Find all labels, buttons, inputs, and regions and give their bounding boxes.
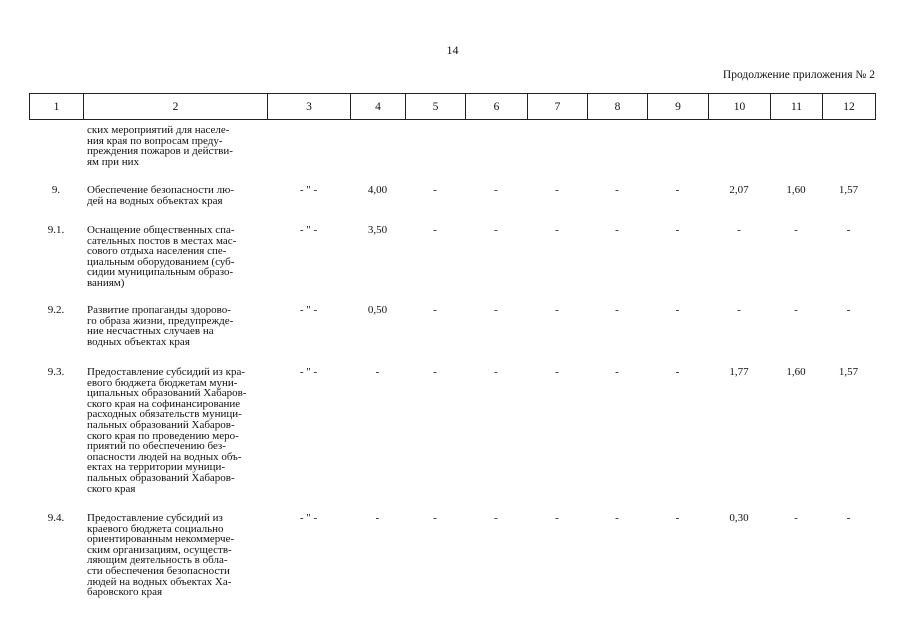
value-cell-col-4: 3,50 xyxy=(367,224,388,236)
value-cell-col-9: - xyxy=(675,224,680,236)
value-cell-col-5: - xyxy=(433,366,437,378)
row-number: 9.4. xyxy=(47,512,65,524)
column-header-table xyxy=(29,93,876,120)
row-description: Предоставление субсидий из кра- евого бюджета бюджетам муни- ципальных образований Хабаров- ского края на софинансирование расходных обязательств муници- пальных образований Хабаров- ского края по проведению меро- приятий по обеспечению без- опасности людей на водных объ- ектах на территории муници- пальных образований Хабаров- ского края xyxy=(87,366,247,495)
column-header: 4 xyxy=(351,94,406,120)
row-description: Оснащение общественных спа- сательных постов в местах мас- сового отдыха населения спе- циальным оборудованием (суб- сидии муниципальным образо- ваниям) xyxy=(87,224,237,289)
column-header: 8 xyxy=(588,94,648,120)
value-cell-col-5: - xyxy=(433,512,437,524)
value-cell-col-3: - " - xyxy=(299,184,318,196)
value-cell-col-11: - xyxy=(794,224,798,236)
value-cell-col-12: 1,57 xyxy=(838,184,859,196)
value-cell-col-9: - xyxy=(675,184,680,196)
value-cell-col-9: - xyxy=(675,512,680,524)
value-cell-col-10: 0,30 xyxy=(729,512,749,524)
row-description: Предоставление субсидий из краевого бюджета социально ориентированным некоммерче- ским организациям, осуществ- ляющим деятельность в обла- сти обеспечения безопасности людей на водных объектах Ха- баровского края xyxy=(87,512,235,599)
value-cell-col-8: - xyxy=(615,224,619,236)
value-cell-col-8: - xyxy=(615,184,619,196)
value-cell-col-4: - xyxy=(375,366,380,378)
value-cell-col-3: - " - xyxy=(299,366,318,378)
column-header: 11 xyxy=(771,94,823,120)
value-cell-col-6: - xyxy=(494,304,498,316)
column-header: 10 xyxy=(709,94,771,120)
value-cell-col-10: - xyxy=(737,304,741,316)
column-header: 5 xyxy=(406,94,466,120)
row-number: 9. xyxy=(51,184,61,196)
page-number: 14 xyxy=(446,43,459,57)
value-cell-col-6: - xyxy=(494,512,498,524)
value-cell-col-7: - xyxy=(555,366,559,378)
value-cell-col-11: 1,60 xyxy=(786,184,806,196)
value-cell-col-10: 1,77 xyxy=(729,366,749,378)
column-header: 9 xyxy=(648,94,709,120)
value-cell-col-9: - xyxy=(675,304,680,316)
value-cell-col-11: 1,60 xyxy=(786,366,806,378)
value-cell-col-6: - xyxy=(494,224,498,236)
column-header: 3 xyxy=(268,94,351,120)
value-cell-col-4: 0,50 xyxy=(367,304,388,316)
row-description: Развитие пропаганды здорово- го образа жизни, предупрежде- ние несчастных случаев на водных объектах края xyxy=(87,304,234,348)
value-cell-col-3: - " - xyxy=(299,304,318,316)
value-cell-col-8: - xyxy=(615,304,619,316)
column-header: 1 xyxy=(30,94,84,120)
value-cell-col-10: - xyxy=(737,224,741,236)
value-cell-col-12: 1,57 xyxy=(838,366,859,378)
value-cell-col-8: - xyxy=(615,512,619,524)
column-header: 7 xyxy=(528,94,588,120)
value-cell-col-4: - xyxy=(375,512,380,524)
row-number: 9.1. xyxy=(47,224,65,236)
continuation-caption: Продолжение приложения № 2 xyxy=(722,69,875,81)
value-cell-col-7: - xyxy=(555,512,559,524)
value-cell-col-4: 4,00 xyxy=(367,184,388,196)
value-cell-col-8: - xyxy=(615,366,619,378)
value-cell-col-6: - xyxy=(494,366,498,378)
value-cell-col-7: - xyxy=(555,224,559,236)
value-cell-col-7: - xyxy=(555,304,559,316)
column-header: 2 xyxy=(84,94,268,120)
row-number: 9.3. xyxy=(47,366,65,378)
value-cell-col-9: - xyxy=(675,366,680,378)
row-description: ских мероприятий для населе- ния края по вопросам преду- преждения пожаров и действи- ям при них xyxy=(87,124,233,168)
value-cell-col-5: - xyxy=(433,304,437,316)
row-number: 9.2. xyxy=(47,304,65,316)
value-cell-col-5: - xyxy=(433,224,437,236)
value-cell-col-6: - xyxy=(494,184,498,196)
value-cell-col-11: - xyxy=(794,304,798,316)
row-description: Обеспечение безопасности лю- дей на водных объектах края xyxy=(87,184,235,207)
value-cell-col-10: 2,07 xyxy=(729,184,749,196)
value-cell-col-12: - xyxy=(846,304,851,316)
value-cell-col-3: - " - xyxy=(299,512,318,524)
value-cell-col-5: - xyxy=(433,184,437,196)
column-header: 12 xyxy=(823,94,876,120)
value-cell-col-7: - xyxy=(555,184,559,196)
value-cell-col-12: - xyxy=(846,224,851,236)
column-header: 6 xyxy=(466,94,528,120)
value-cell-col-11: - xyxy=(794,512,798,524)
value-cell-col-3: - " - xyxy=(299,224,318,236)
value-cell-col-12: - xyxy=(846,512,851,524)
